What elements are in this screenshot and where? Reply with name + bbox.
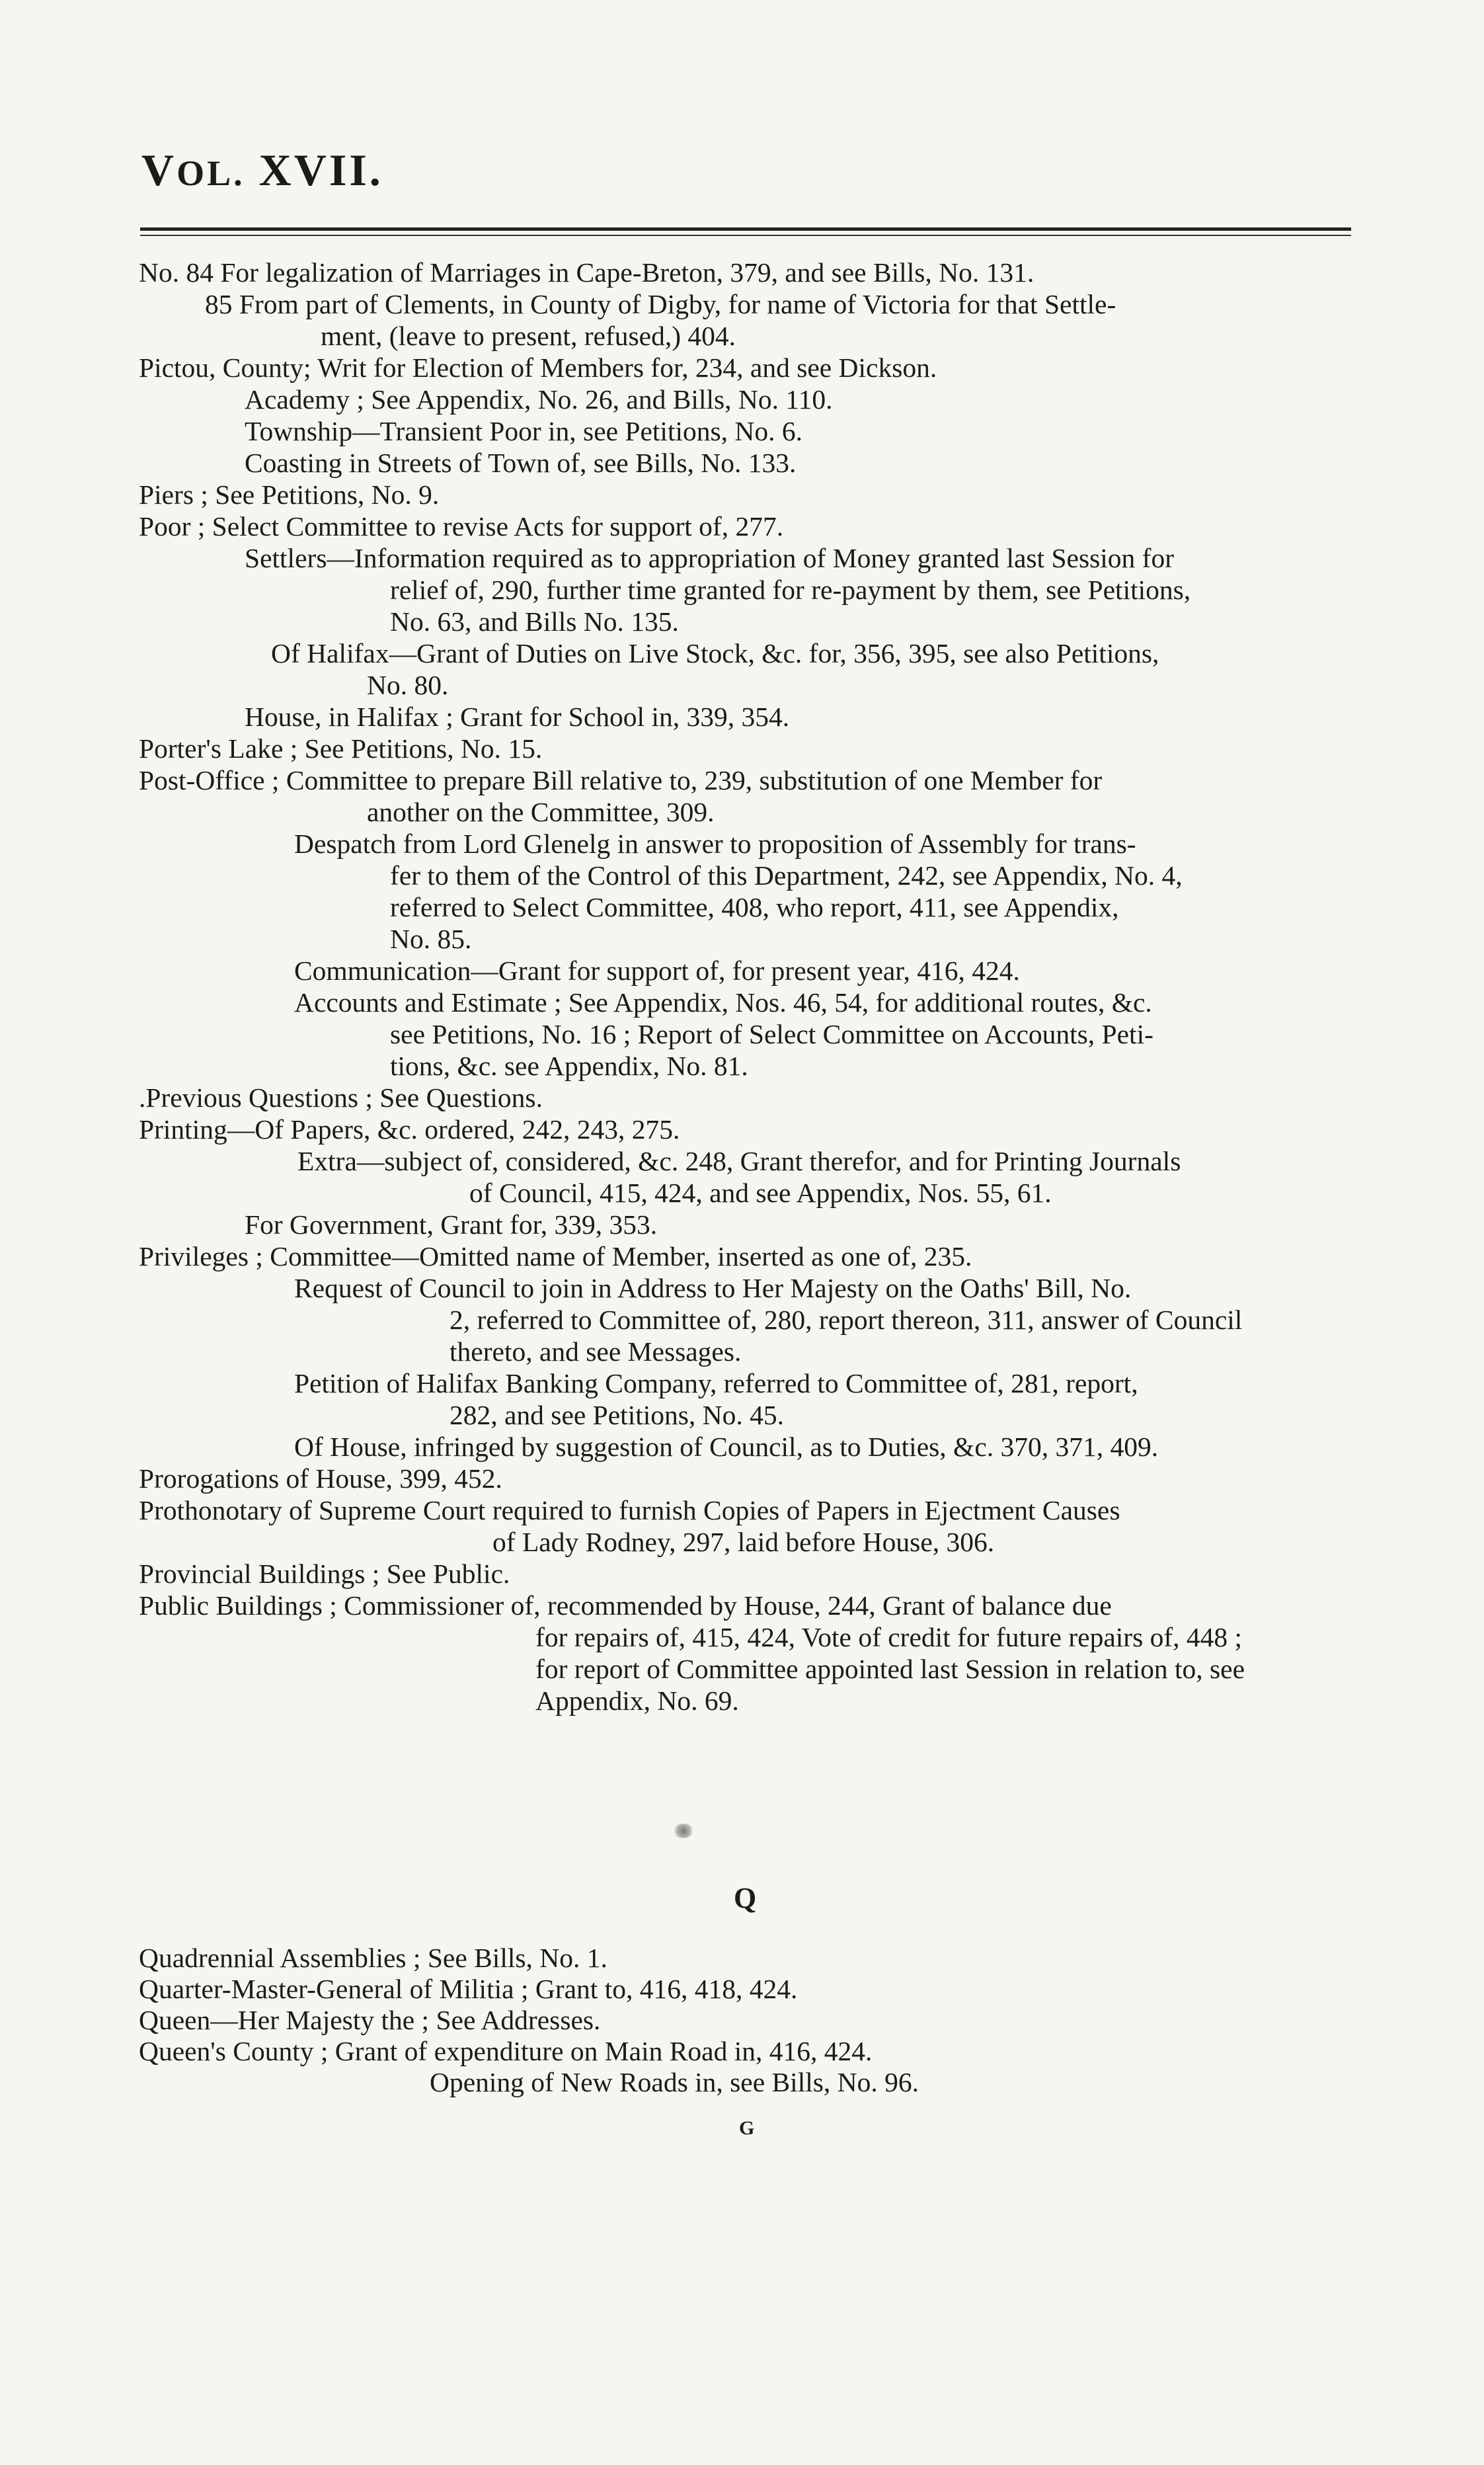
index-line: No. 84 For legalization of Marriages in Cape-Breton, 379, and see Bills, No. 131.	[139, 257, 1035, 288]
index-line: Queen—Her Majesty the ; See Addresses.	[139, 2005, 601, 2035]
index-line: Prorogations of House, 399, 452.	[139, 1463, 502, 1494]
index-line: Printing—Of Papers, &c. ordered, 242, 243, 275.	[139, 1114, 680, 1145]
index-line: Public Buildings ; Commissioner of, recommended by House, 244, Grant of balance due	[139, 1590, 1112, 1621]
index-line: No. 85.	[390, 924, 472, 954]
index-line: ment, (leave to present, refused,) 404.	[321, 321, 736, 351]
index-line: Petition of Halifax Banking Company, referred to Committee of, 281, report,	[294, 1368, 1138, 1398]
volume-header	[141, 144, 383, 196]
index-line: Post-Office ; Committee to prepare Bill relative to, 239, substitution of one Member for	[139, 765, 1103, 795]
index-line: thereto, and see Messages.	[449, 1336, 742, 1367]
index-line: Extra—subject of, considered, &c. 248, Grant therefor, and for Printing Journals	[297, 1146, 1181, 1176]
index-line: No. 80.	[367, 670, 449, 700]
index-line: of Council, 415, 424, and see Appendix, Nos. 55, 61.	[469, 1178, 1052, 1208]
volume-number: XVII.	[258, 145, 383, 195]
signature-mark: G	[739, 2117, 755, 2139]
index-line: Porter's Lake ; See Petitions, No. 15.	[139, 733, 543, 764]
index-line: Queen's County ; Grant of expenditure on Main Road in, 416, 424.	[139, 2036, 873, 2066]
index-line: Of Halifax—Grant of Duties on Live Stock, &c. for, 356, 395, see also Petitions,	[271, 638, 1159, 668]
index-line: Request of Council to join in Address to Her Majesty on the Oaths' Bill, No.	[294, 1273, 1132, 1303]
index-line: Quarter-Master-General of Militia ; Grant to, 416, 418, 424.	[139, 1974, 798, 2004]
index-line: see Petitions, No. 16 ; Report of Select Committee on Accounts, Peti-	[390, 1019, 1153, 1049]
index-line: Pictou, County; Writ for Election of Members for, 234, and see Dickson.	[139, 352, 937, 383]
index-line: Township—Transient Poor in, see Petitions, No. 6.	[245, 416, 803, 446]
index-line: .Previous Questions ; See Questions.	[139, 1082, 543, 1113]
index-line: fer to them of the Control of this Department, 242, see Appendix, No. 4,	[390, 860, 1183, 891]
index-line: House, in Halifax ; Grant for School in, 339, 354.	[245, 702, 790, 732]
index-line: No. 63, and Bills No. 135.	[390, 606, 679, 637]
index-line: Poor ; Select Committee to revise Acts for support of, 277.	[139, 511, 784, 542]
index-line: 2, referred to Committee of, 280, report thereon, 311, answer of Council	[449, 1305, 1243, 1335]
volume-prefix-small: OL.	[176, 153, 245, 193]
index-line: Piers ; See Petitions, No. 9.	[139, 479, 440, 510]
index-line: relief of, 290, further time granted for re-payment by them, see Petitions,	[390, 575, 1191, 605]
index-line: tions, &c. see Appendix, No. 81.	[390, 1051, 748, 1081]
index-line: another on the Committee, 309.	[367, 797, 715, 827]
index-line: for repairs of, 415, 424, Vote of credit for future repairs of, 448 ;	[535, 1622, 1243, 1652]
index-line: Despatch from Lord Glenelg in answer to proposition of Assembly for trans-	[294, 828, 1136, 859]
index-line: Provincial Buildings ; See Public.	[139, 1558, 510, 1589]
index-line: Quadrennial Assemblies ; See Bills, No. 1.	[139, 1943, 607, 1973]
index-line: For Government, Grant for, 339, 353.	[245, 1209, 658, 1240]
index-line: 282, and see Petitions, No. 45.	[449, 1400, 785, 1430]
index-line: Accounts and Estimate ; See Appendix, Nos. 46, 54, for additional routes, &c.	[294, 987, 1152, 1018]
index-line: for report of Committee appointed last Session in relation to, see	[535, 1654, 1245, 1684]
index-line: Prothonotary of Supreme Court required to furnish Copies of Papers in Ejectment Causes	[139, 1495, 1120, 1525]
index-line: Settlers—Information required as to appropriation of Money granted last Session for	[245, 543, 1175, 573]
index-entries-p	[139, 257, 1355, 1717]
index-line: Communication—Grant for support of, for present year, 416, 424.	[294, 955, 1020, 986]
ornament-icon	[673, 1824, 694, 1838]
index-line: of Lady Rodney, 297, laid before House, 306.	[492, 1527, 995, 1557]
index-line: 85 From part of Clements, in County of Digby, for name of Victoria for that Settle-	[205, 289, 1116, 319]
index-line: referred to Select Committee, 408, who report, 411, see Appendix,	[390, 892, 1119, 922]
index-line: Privileges ; Committee—Omitted name of Member, inserted as one of, 235.	[139, 1241, 972, 1272]
volume-prefix: V	[141, 145, 177, 195]
section-letter: Q	[734, 1882, 757, 1914]
index-entries-q	[139, 1943, 1355, 2098]
index-line: Coasting in Streets of Town of, see Bills, No. 133.	[245, 448, 797, 478]
index-line: Academy ; See Appendix, No. 26, and Bills, No. 110.	[245, 384, 833, 415]
index-line: Appendix, No. 69.	[535, 1685, 739, 1716]
index-line: Opening of New Roads in, see Bills, No. 96.	[430, 2067, 919, 2097]
header-rule-thin	[140, 235, 1351, 236]
index-line: Of House, infringed by suggestion of Council, as to Duties, &c. 370, 371, 409.	[294, 1432, 1159, 1462]
header-rule-thick	[140, 227, 1351, 231]
